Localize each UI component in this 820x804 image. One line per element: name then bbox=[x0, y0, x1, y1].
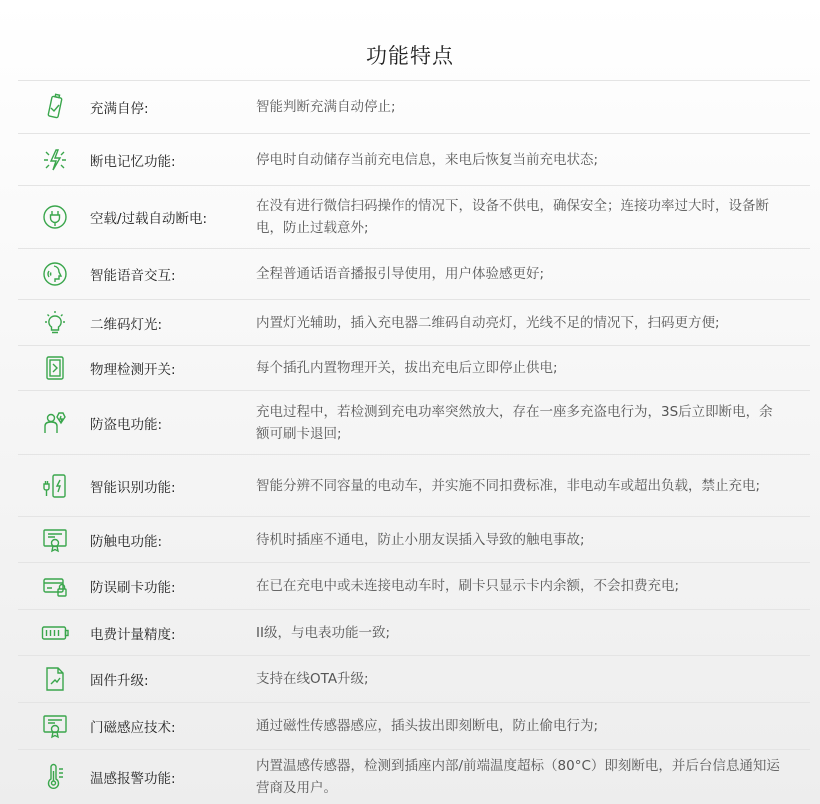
feature-row bbox=[18, 563, 810, 610]
feature-name: 温感报警功能: bbox=[90, 771, 176, 787]
feature-desc: 通过磁性传感器感应，插头拔出即刻断电，防止偷电行为; bbox=[256, 718, 599, 734]
feature-row bbox=[18, 134, 810, 186]
thermometer-icon bbox=[38, 762, 72, 792]
feature-desc: 待机时插座不通电，防止小朋友误插入导致的触电事故; bbox=[256, 531, 585, 548]
feature-name: 智能识别功能: bbox=[90, 479, 176, 496]
feature-row bbox=[18, 656, 810, 703]
certificate-icon bbox=[38, 525, 72, 555]
feature-desc: 支持在线OTA升级; bbox=[256, 671, 369, 687]
feature-table bbox=[18, 80, 810, 804]
feature-desc: 内置温感传感器，检测到插座内部/前端温度超标（80°C）即刻断电，并后台信息通知运营商及用户。 bbox=[256, 758, 780, 796]
feature-name: 防盗电功能: bbox=[90, 416, 163, 433]
feature-row bbox=[18, 610, 810, 656]
feature-name: 固件升级: bbox=[90, 673, 149, 689]
feature-row bbox=[18, 517, 810, 563]
switch-panel-icon bbox=[38, 353, 72, 383]
feature-desc: 停电时自动储存当前充电信息，来电后恢复当前充电状态; bbox=[256, 151, 599, 168]
feature-row bbox=[18, 81, 810, 134]
feature-name: 智能语音交互: bbox=[90, 268, 176, 284]
feature-desc: 充电过程中，若检测到充电功率突然放大，存在一座多充盗电行为，3S后立即断电，余额可刷卡退回; bbox=[256, 403, 773, 442]
lightning-burst-icon bbox=[38, 145, 72, 175]
feature-desc: 全程普通话语音播报引导使用，用户体验感更好; bbox=[256, 266, 545, 282]
smart-identify-icon bbox=[38, 471, 72, 501]
feature-desc: II级，与电表功能一致; bbox=[256, 624, 391, 641]
anti-theft-icon bbox=[38, 408, 72, 438]
feature-name: 物理检测开关: bbox=[90, 362, 176, 378]
feature-row bbox=[18, 750, 810, 804]
feature-desc: 智能判断充满自动停止; bbox=[256, 99, 396, 115]
feature-name: 二维码灯光: bbox=[90, 316, 163, 333]
feature-name: 充满自停: bbox=[90, 101, 149, 117]
feature-row bbox=[18, 346, 810, 391]
feature-row bbox=[18, 186, 810, 249]
feature-name: 电费计量精度: bbox=[90, 626, 176, 643]
feature-name: 门磁感应技术: bbox=[90, 720, 176, 736]
battery-meter-icon bbox=[38, 618, 72, 648]
feature-desc: 智能分辨不同容量的电动车，并实施不同扣费标准，非电动车或超出负载，禁止充电; bbox=[256, 477, 761, 494]
feature-desc: 每个插孔内置物理开关，拔出充电后立即停止供电; bbox=[256, 360, 558, 376]
feature-name: 防误刷卡功能: bbox=[90, 580, 176, 596]
feature-row bbox=[18, 249, 810, 300]
feature-row bbox=[18, 391, 810, 455]
feature-row bbox=[18, 455, 810, 517]
page-title: 功能特点 bbox=[366, 44, 454, 68]
feature-desc: 在已在充电中或未连接电动车时，刷卡只显示卡内余额，不会扣费充电; bbox=[256, 578, 680, 594]
feature-row bbox=[18, 703, 810, 750]
battery-check-icon bbox=[38, 92, 72, 122]
card-lock-icon bbox=[38, 571, 72, 601]
voice-head-icon bbox=[38, 259, 72, 289]
power-plug-icon bbox=[38, 202, 72, 232]
light-bulb-icon bbox=[38, 308, 72, 338]
feature-desc: 在没有进行微信扫码操作的情况下，设备不供电，确保安全；连接功率过大时，设备断电，防止过载意外; bbox=[256, 198, 769, 236]
feature-name: 防触电功能: bbox=[90, 533, 163, 550]
feature-name: 断电记忆功能: bbox=[90, 153, 176, 170]
feature-row bbox=[18, 300, 810, 346]
upgrade-document-icon bbox=[38, 664, 72, 694]
feature-desc: 内置灯光辅助，插入充电器二维码自动亮灯，光线不足的情况下，扫码更方便; bbox=[256, 314, 720, 331]
feature-name: 空载/过载自动断电: bbox=[90, 211, 208, 227]
certificate-icon bbox=[38, 711, 72, 741]
